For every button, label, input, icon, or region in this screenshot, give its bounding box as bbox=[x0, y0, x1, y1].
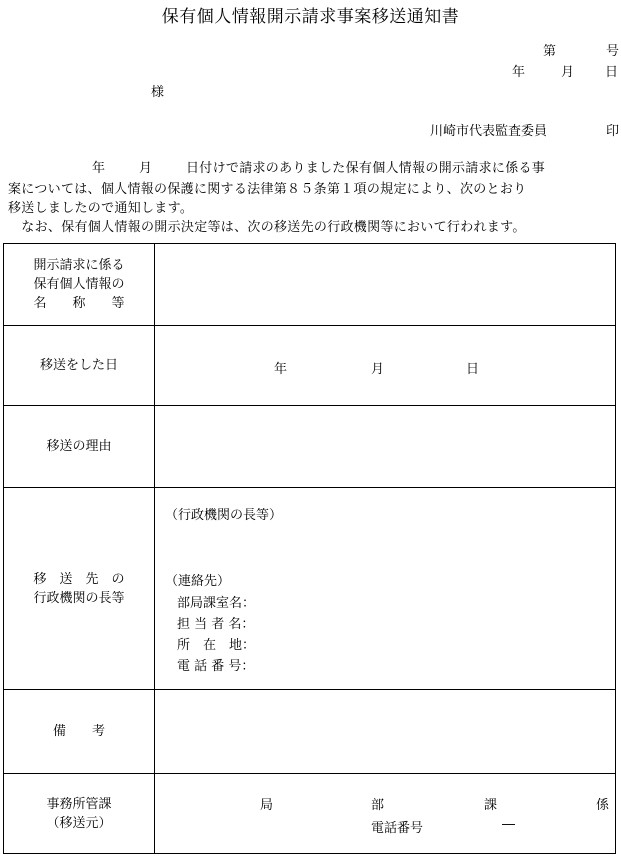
addressee-suffix: 様 bbox=[151, 85, 165, 100]
source-office-field[interactable] bbox=[155, 774, 616, 854]
table-row bbox=[4, 690, 616, 774]
destination-phone: 電 話 番 号： bbox=[177, 659, 255, 674]
label-transfer-reason: 移送の理由 bbox=[4, 406, 155, 488]
label-line: 名 称 等 bbox=[33, 296, 125, 311]
table-row bbox=[4, 774, 616, 854]
body-month: 月 bbox=[139, 161, 153, 176]
source-kakari: 係 bbox=[596, 798, 610, 813]
transfer-date-year: 年 bbox=[274, 362, 288, 377]
table-row bbox=[4, 244, 616, 326]
transfer-details-table bbox=[3, 243, 616, 854]
table-row bbox=[4, 406, 616, 488]
transfer-date-day: 日 bbox=[466, 362, 480, 377]
source-bu: 部 bbox=[371, 798, 385, 813]
source-tel-dash: ― bbox=[502, 817, 515, 832]
label-line: 事務所管課 bbox=[46, 796, 112, 812]
table-row bbox=[4, 488, 616, 690]
transfer-reason-field[interactable] bbox=[155, 406, 616, 488]
issue-date-year: 年 bbox=[512, 65, 526, 80]
document-title: 保有個人情報開示請求事案移送通知書 bbox=[161, 7, 460, 27]
destination-dept: 部局課室名： bbox=[177, 596, 256, 611]
info-name-field[interactable] bbox=[155, 244, 616, 326]
label-destination bbox=[4, 488, 155, 690]
label-line: 行政機関の長等 bbox=[33, 590, 125, 606]
issue-date-day: 日 bbox=[605, 65, 619, 80]
transfer-date-field[interactable] bbox=[155, 326, 616, 406]
document-number-go: 号 bbox=[606, 44, 620, 59]
label-remarks: 備 考 bbox=[4, 690, 155, 774]
body-line-2: 案については、個人情報の保護に関する法律第８５条第１項の規定により、次のとおり bbox=[8, 182, 527, 197]
label-line: 保有個人情報の bbox=[33, 277, 125, 292]
transfer-date-month: 月 bbox=[371, 362, 385, 377]
label-info-name bbox=[4, 244, 155, 326]
destination-head: （行政機関の長等） bbox=[165, 508, 283, 523]
body-line-1: 日付けで請求のありました保有個人情報の開示請求に係る事 bbox=[186, 161, 546, 176]
document-number-dai: 第 bbox=[543, 44, 557, 59]
sender-name: 川崎市代表監査委員 bbox=[430, 124, 548, 139]
source-tel-label: 電話番号 bbox=[371, 821, 424, 836]
label-line: 移 送 先 の bbox=[33, 571, 125, 587]
body-line-3: 移送しましたので通知します。 bbox=[8, 201, 194, 216]
destination-field[interactable] bbox=[155, 488, 616, 690]
issue-date-month: 月 bbox=[561, 65, 575, 80]
sender-seal: 印 bbox=[606, 124, 620, 139]
source-ka: 課 bbox=[484, 798, 498, 813]
destination-person: 担 当 者 名： bbox=[177, 617, 255, 632]
destination-address: 所 在 地： bbox=[177, 638, 256, 653]
body-year: 年 bbox=[92, 161, 106, 176]
label-line: （移送元） bbox=[46, 815, 112, 831]
destination-contact: （連絡先） bbox=[165, 574, 231, 589]
remarks-field[interactable] bbox=[155, 690, 616, 774]
label-source-office bbox=[4, 774, 155, 854]
source-kyoku: 局 bbox=[260, 798, 274, 813]
label-line: 開示請求に係る bbox=[33, 258, 125, 273]
table-row bbox=[4, 326, 616, 406]
label-transfer-date: 移送をした日 bbox=[4, 326, 155, 406]
body-line-4: なお、保有個人情報の開示決定等は、次の移送先の行政機関等において行われます。 bbox=[8, 220, 526, 235]
